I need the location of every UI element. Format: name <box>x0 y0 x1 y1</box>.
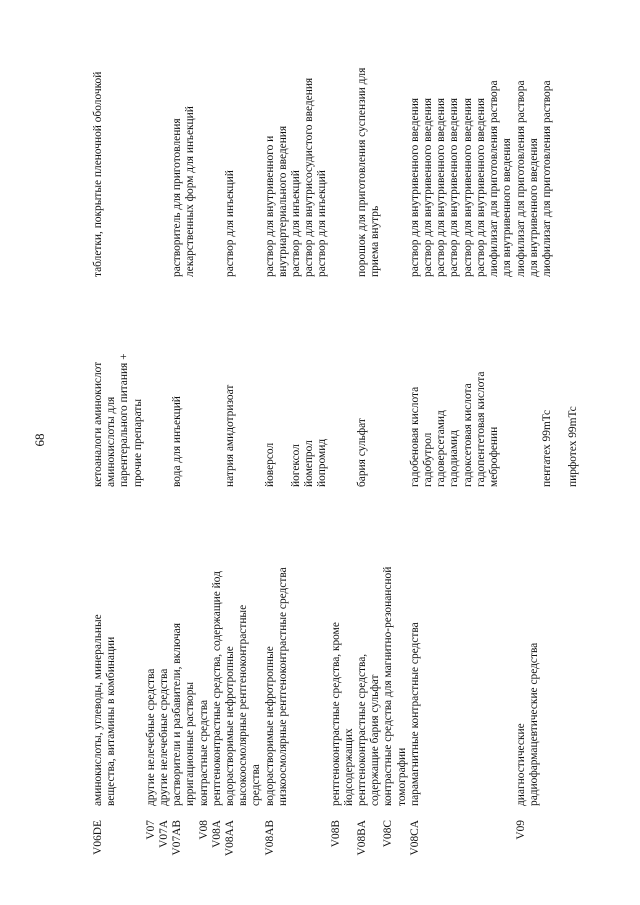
atc-code: V07 <box>144 820 157 840</box>
dosage-form <box>158 47 171 277</box>
dosage-form <box>211 47 224 277</box>
atc-code: V08C <box>382 820 395 848</box>
dosage-form: раствор для инъекций <box>224 170 237 277</box>
group-name: другие нелечебные средства <box>144 668 157 806</box>
group-name: водорастворимые нефротропные высокоосмолярные рентгеноконтрастные средства <box>224 604 263 806</box>
group-name: рентгеноконтрастные средства, содержащие йод <box>210 571 223 806</box>
group-name: контрастные средства для магнитно-резонансной томографии <box>382 566 408 806</box>
dosage-form: раствор для внутривенного и внутриартериального введения раствор для инъекций раствор для внутрисосудистого введения раствор для инъекций <box>263 77 329 277</box>
group-name: рентгеноконтрастные средства, кроме йодсодержащих <box>329 622 355 806</box>
group-name: другие нелечебные средства <box>158 668 171 806</box>
atc-code: V09 <box>514 820 527 840</box>
dosage-form <box>198 47 211 277</box>
dosage-form: лиофилизат для приготовления раствора для внутривенного введения лиофилизат для приготовления раствора <box>514 80 553 277</box>
drug-name: бария сульфат <box>356 418 369 487</box>
table-row <box>158 37 171 872</box>
table-row <box>356 37 382 872</box>
table-row <box>330 37 356 872</box>
drug-name <box>198 277 211 487</box>
atc-code: V08AB <box>263 820 276 856</box>
dosage-form: растворитель для приготовления лекарственных форм для инъекций <box>171 106 197 277</box>
group-name: аминокислоты, углеводы, минеральные вещества, витамины в комбинации <box>92 614 118 806</box>
dosage-form: порошок для приготовления суспензии для приема внутрь <box>356 67 382 277</box>
dosage-form <box>382 47 408 277</box>
atc-code: V08AA <box>224 820 237 857</box>
dosage-form <box>145 47 158 277</box>
drug-name: йоверсол йогексол йомепрол йопромид <box>263 438 329 487</box>
atc-code: V06DE <box>92 820 104 855</box>
drug-name <box>211 277 224 487</box>
dosage-form <box>330 47 356 277</box>
drug-name: натрия амидотризоат <box>224 384 237 487</box>
table-row <box>515 37 581 872</box>
atc-code: V08 <box>197 820 210 840</box>
drug-name <box>330 277 356 487</box>
atc-code: V08B <box>329 820 342 848</box>
drug-name: вода для инъекций <box>171 396 184 487</box>
table-row <box>171 37 197 872</box>
dosage-form: таблетки, покрытые пленочной оболочкой <box>92 71 104 277</box>
table-row <box>264 37 330 872</box>
drug-name: пентатех 99mTc пирфотех 99mTc <box>540 406 580 487</box>
group-name: контрастные средства <box>197 699 210 806</box>
table-row <box>92 37 145 872</box>
group-name: растворители и разбавители, включая ирригационные растворы <box>171 623 197 806</box>
group-name: парамагнитные контрастные средства <box>408 622 421 806</box>
rotated-table <box>92 37 640 872</box>
table-row <box>382 37 408 872</box>
atc-code: V07A <box>158 820 171 848</box>
drug-name <box>382 277 408 487</box>
drug-name <box>158 277 171 487</box>
table-row <box>409 37 515 872</box>
drug-name <box>145 277 158 487</box>
group-name: водорастворимые нефротропные низкоосмолярные рентгеноконтрастные средства <box>263 567 289 806</box>
atc-code: V08A <box>210 820 223 848</box>
table-row <box>211 37 224 872</box>
group-name: рентгеноконтрастные средства, содержащие бария сульфат <box>356 653 382 806</box>
group-name: диагностические радиофармацевтические средства <box>514 642 540 806</box>
atc-code: V08BA <box>356 820 369 856</box>
page-number: 68 <box>32 433 47 447</box>
table-row <box>145 37 158 872</box>
drug-name: гадобеновая кислота гадобутрол гадоверсетамид гадодиамид гадоксетовая кислота гадопентетовая кислота меброфенин <box>408 371 501 487</box>
atc-code: V07AB <box>171 820 184 856</box>
dosage-form: раствор для внутривенного введения раствор для внутривенного введения раствор для внутривенного введения раствор для внутривенного введения раствор для внутривенного введения раствор для внутривенного введения лиофилизат для приготовления раствора для внутривенного введения <box>408 80 514 277</box>
table-row <box>198 37 211 872</box>
atc-code: V08CA <box>408 820 421 856</box>
drug-name: кетоаналоги аминокислот аминокислоты для парентерального питания + прочие препараты <box>92 353 144 487</box>
table-row <box>224 37 264 872</box>
